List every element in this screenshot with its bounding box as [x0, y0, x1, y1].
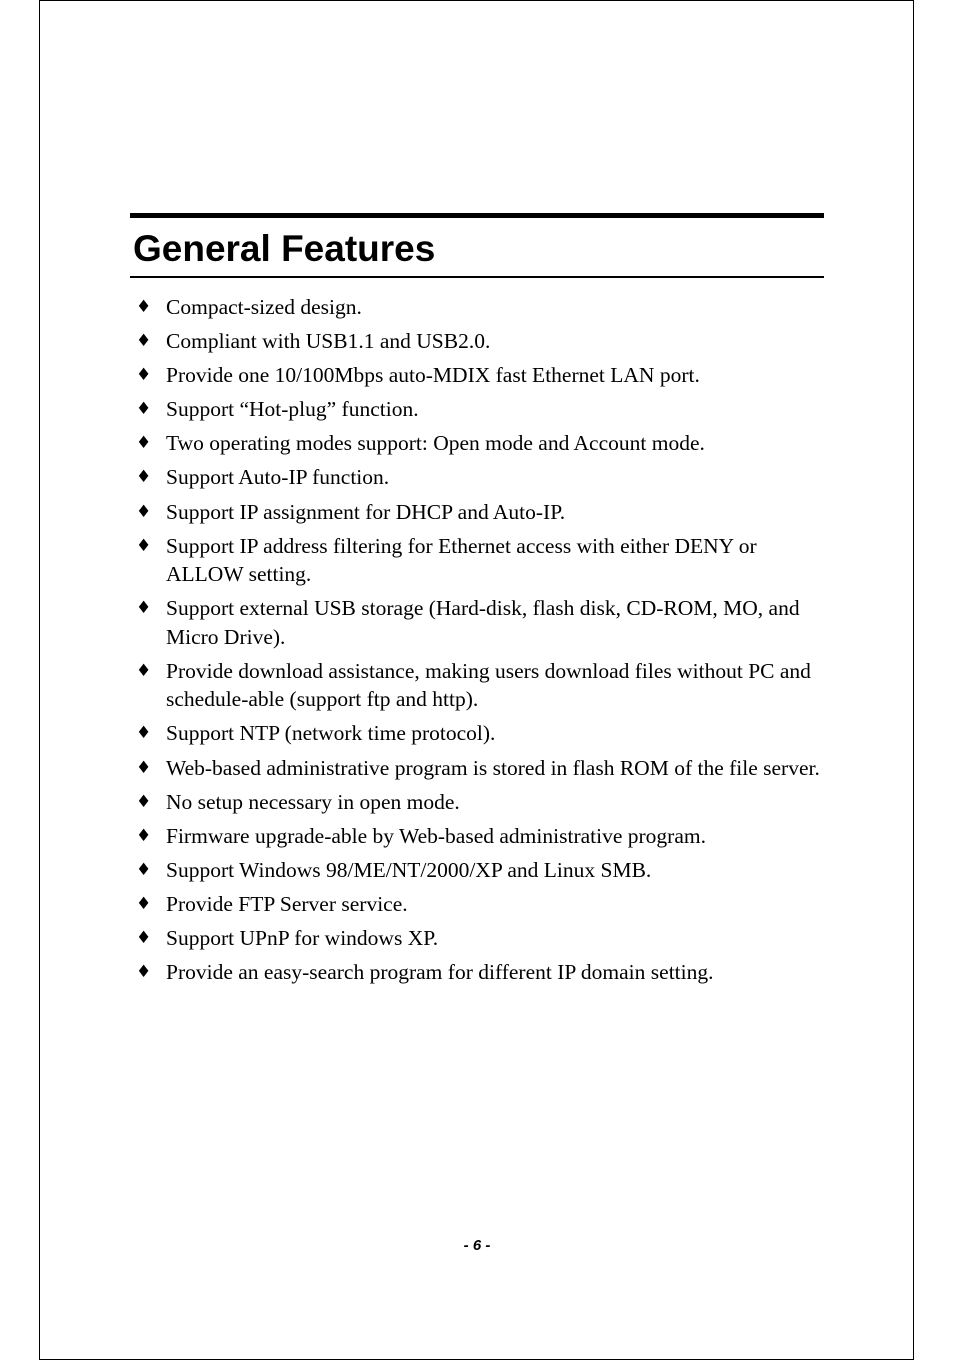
diamond-bullet-icon: ♦	[136, 433, 152, 454]
section-header	[130, 213, 824, 278]
diamond-bullet-icon: ♦	[136, 893, 152, 914]
feature-text: Support UPnP for windows XP.	[166, 926, 439, 950]
list-item	[136, 657, 826, 714]
list-item	[136, 822, 826, 851]
feature-text: Support IP address filtering for Ethernet access with either DENY or ALLOW setting.	[166, 533, 757, 587]
diamond-bullet-icon: ♦	[136, 723, 152, 744]
feature-text: Web-based administrative program is stored in flash ROM of the file server.	[166, 755, 820, 780]
diamond-bullet-icon: ♦	[136, 399, 152, 420]
feature-text: Provide one 10/100Mbps auto-MDIX fast Ethernet LAN port.	[166, 363, 700, 388]
feature-text: Provide download assistance, making users download files without PC and schedule-able (support ftp and http).	[166, 658, 811, 712]
list-item	[136, 958, 826, 987]
feature-text: Provide FTP Server service.	[166, 891, 408, 916]
feature-list	[136, 293, 826, 992]
diamond-bullet-icon: ♦	[136, 297, 152, 317]
diamond-bullet-icon: ♦	[136, 598, 152, 619]
list-item	[136, 924, 826, 953]
list-item	[136, 890, 826, 919]
list-item	[136, 463, 826, 492]
section-title: General Features	[133, 228, 436, 269]
feature-text: Support “Hot-plug” function.	[166, 397, 419, 422]
feature-text: Compliant with USB1.1 and USB2.0.	[166, 329, 491, 354]
diamond-bullet-icon: ♦	[136, 660, 152, 681]
heading-rule-top	[130, 213, 824, 218]
list-item	[136, 532, 826, 589]
feature-text: Support Windows 98/ME/NT/2000/XP and Linux SMB.	[166, 857, 652, 882]
list-item	[136, 293, 826, 322]
list-item	[136, 788, 826, 817]
feature-text: Firmware upgrade-able by Web-based administrative program.	[166, 823, 706, 848]
list-item	[136, 594, 826, 651]
list-item	[136, 361, 826, 390]
list-item	[136, 498, 826, 527]
list-item	[136, 856, 826, 885]
diamond-bullet-icon: ♦	[136, 928, 152, 948]
list-item	[136, 395, 826, 424]
list-item	[136, 429, 826, 458]
feature-text: Support Auto-IP function.	[166, 465, 390, 490]
diamond-bullet-icon: ♦	[136, 467, 152, 488]
feature-text: Two operating modes support: Open mode and Account mode.	[166, 431, 705, 456]
feature-text: Support NTP (network time protocol).	[166, 721, 496, 746]
feature-text: Provide an easy-search program for different IP domain setting.	[166, 960, 714, 985]
page-number: - 6 -	[463, 1237, 491, 1254]
diamond-bullet-icon: ♦	[136, 331, 152, 352]
diamond-bullet-icon: ♦	[136, 365, 152, 386]
feature-text: Compact-sized design.	[166, 295, 362, 319]
diamond-bullet-icon: ♦	[136, 791, 152, 812]
list-item	[136, 719, 826, 748]
diamond-bullet-icon: ♦	[136, 825, 152, 846]
feature-text: Support IP assignment for DHCP and Auto-IP.	[166, 499, 566, 524]
feature-text: No setup necessary in open mode.	[166, 789, 460, 814]
diamond-bullet-icon: ♦	[136, 962, 152, 983]
diamond-bullet-icon: ♦	[136, 535, 152, 556]
list-item	[136, 327, 826, 356]
heading-rule-bottom	[130, 276, 824, 278]
diamond-bullet-icon: ♦	[136, 859, 152, 880]
feature-text: Support external USB storage (Hard-disk, flash disk, CD-ROM, MO, and Micro Drive).	[166, 596, 800, 649]
diamond-bullet-icon: ♦	[136, 501, 152, 522]
diamond-bullet-icon: ♦	[136, 757, 152, 778]
list-item	[136, 754, 826, 783]
